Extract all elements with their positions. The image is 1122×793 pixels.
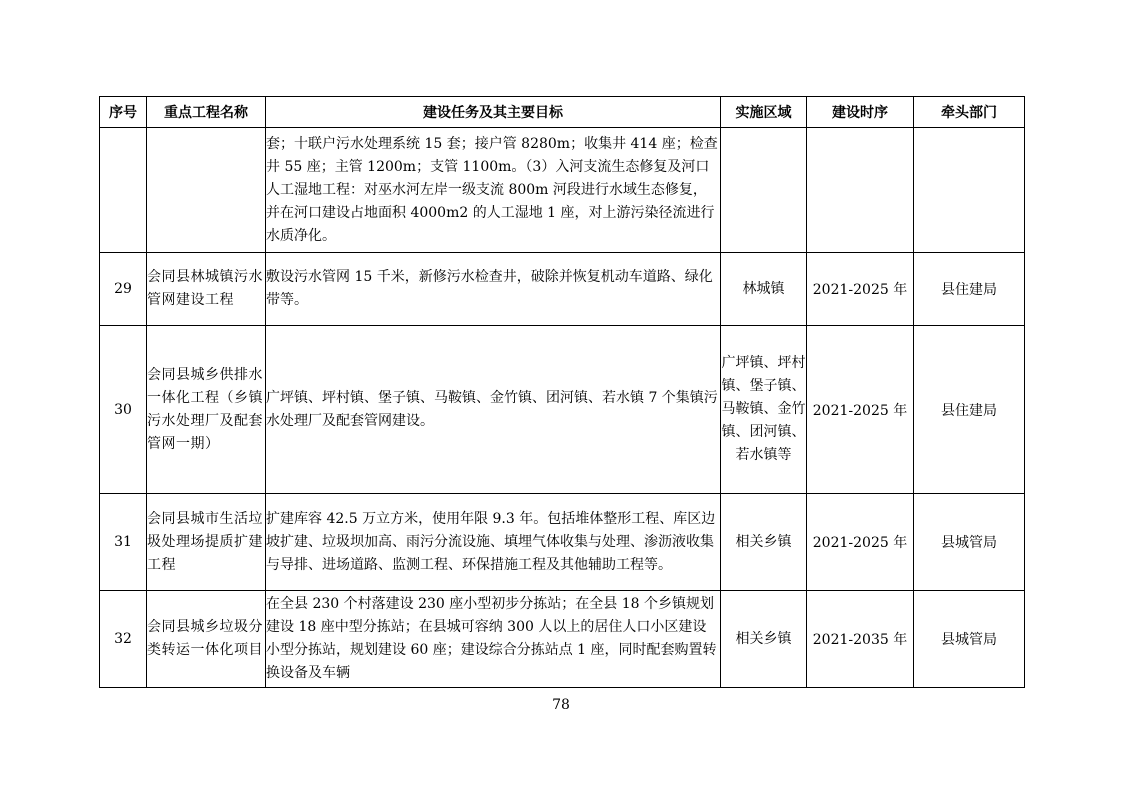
row-project-name: 会同县城乡垃圾分类转运一体化项目 (147, 591, 266, 688)
row-time: 2021-2025 年 (807, 326, 914, 494)
header-task: 建设任务及其主要目标 (266, 97, 721, 128)
row-project-name (147, 128, 266, 253)
row-dept: 县住建局 (914, 253, 1025, 326)
row-area: 相关乡镇 (721, 591, 807, 688)
table-row (100, 591, 1025, 688)
header-no: 序号 (100, 97, 147, 128)
row-area: 广坪镇、坪村镇、堡子镇、马鞍镇、金竹镇、团河镇、若水镇等 (721, 326, 807, 494)
header-area: 实施区域 (721, 97, 807, 128)
row-no: 32 (100, 591, 147, 688)
page-number: 78 (552, 697, 570, 713)
table-row (100, 128, 1025, 253)
table-row (100, 326, 1025, 494)
row-no: 29 (100, 253, 147, 326)
row-dept (914, 128, 1025, 253)
header-time: 建设时序 (807, 97, 914, 128)
header-project-name: 重点工程名称 (147, 97, 266, 128)
row-project-name: 会同县林城镇污水管网建设工程 (147, 253, 266, 326)
row-time: 2021-2035 年 (807, 591, 914, 688)
table-row (100, 253, 1025, 326)
row-no (100, 128, 147, 253)
table-row (100, 494, 1025, 591)
row-task: 扩建库容 42.5 万立方米，使用年限 9.3 年。包括堆体整形工程、库区边坡扩建、垃圾坝加高、雨污分流设施、填埋气体收集与处理、渗沥液收集与导排、进场道路、监测工程、环保措施工程及其他辅助工程等。 (266, 494, 721, 591)
row-time: 2021-2025 年 (807, 253, 914, 326)
row-area (721, 128, 807, 253)
row-project-name: 会同县城市生活垃圾处理场提质扩建工程 (147, 494, 266, 591)
row-time (807, 128, 914, 253)
project-table (99, 96, 1025, 688)
header-row (100, 97, 1025, 128)
row-task: 敷设污水管网 15 千米，新修污水检查井，破除并恢复机动车道路、绿化带等。 (266, 253, 721, 326)
row-task: 套；十联户污水处理系统 15 套；接户管 8280m；收集井 414 座；检查井 55 座；主管 1200m；支管 1100m。（3）入河支流生态修复及河口人工湿地工程：对巫水河左岸一级支流 800m 河段进行水域生态修复，并在河口建设占地面积 4000m2 的人工湿地 1 座，对上游污染径流进行水质净化。 (266, 128, 721, 253)
row-project-name: 会同县城乡供排水一体化工程（乡镇污水处理厂及配套管网一期） (147, 326, 266, 494)
row-dept: 县城管局 (914, 591, 1025, 688)
row-area: 相关乡镇 (721, 494, 807, 591)
row-time: 2021-2025 年 (807, 494, 914, 591)
row-area: 林城镇 (721, 253, 807, 326)
row-dept: 县城管局 (914, 494, 1025, 591)
row-no: 31 (100, 494, 147, 591)
row-task: 在全县 230 个村落建设 230 座小型初步分拣站；在全县 18 个乡镇规划建设 18 座中型分拣站；在县城可容纳 300 人以上的居住人口小区建设小型分拣站，规划建设 60 座；建设综合分拣站点 1 座，同时配套购置转换设备及车辆 (266, 591, 721, 688)
row-dept: 县住建局 (914, 326, 1025, 494)
row-task: 广坪镇、坪村镇、堡子镇、马鞍镇、金竹镇、团河镇、若水镇 7 个集镇污水处理厂及配套管网建设。 (266, 326, 721, 494)
header-dept: 牵头部门 (914, 97, 1025, 128)
row-no: 30 (100, 326, 147, 494)
